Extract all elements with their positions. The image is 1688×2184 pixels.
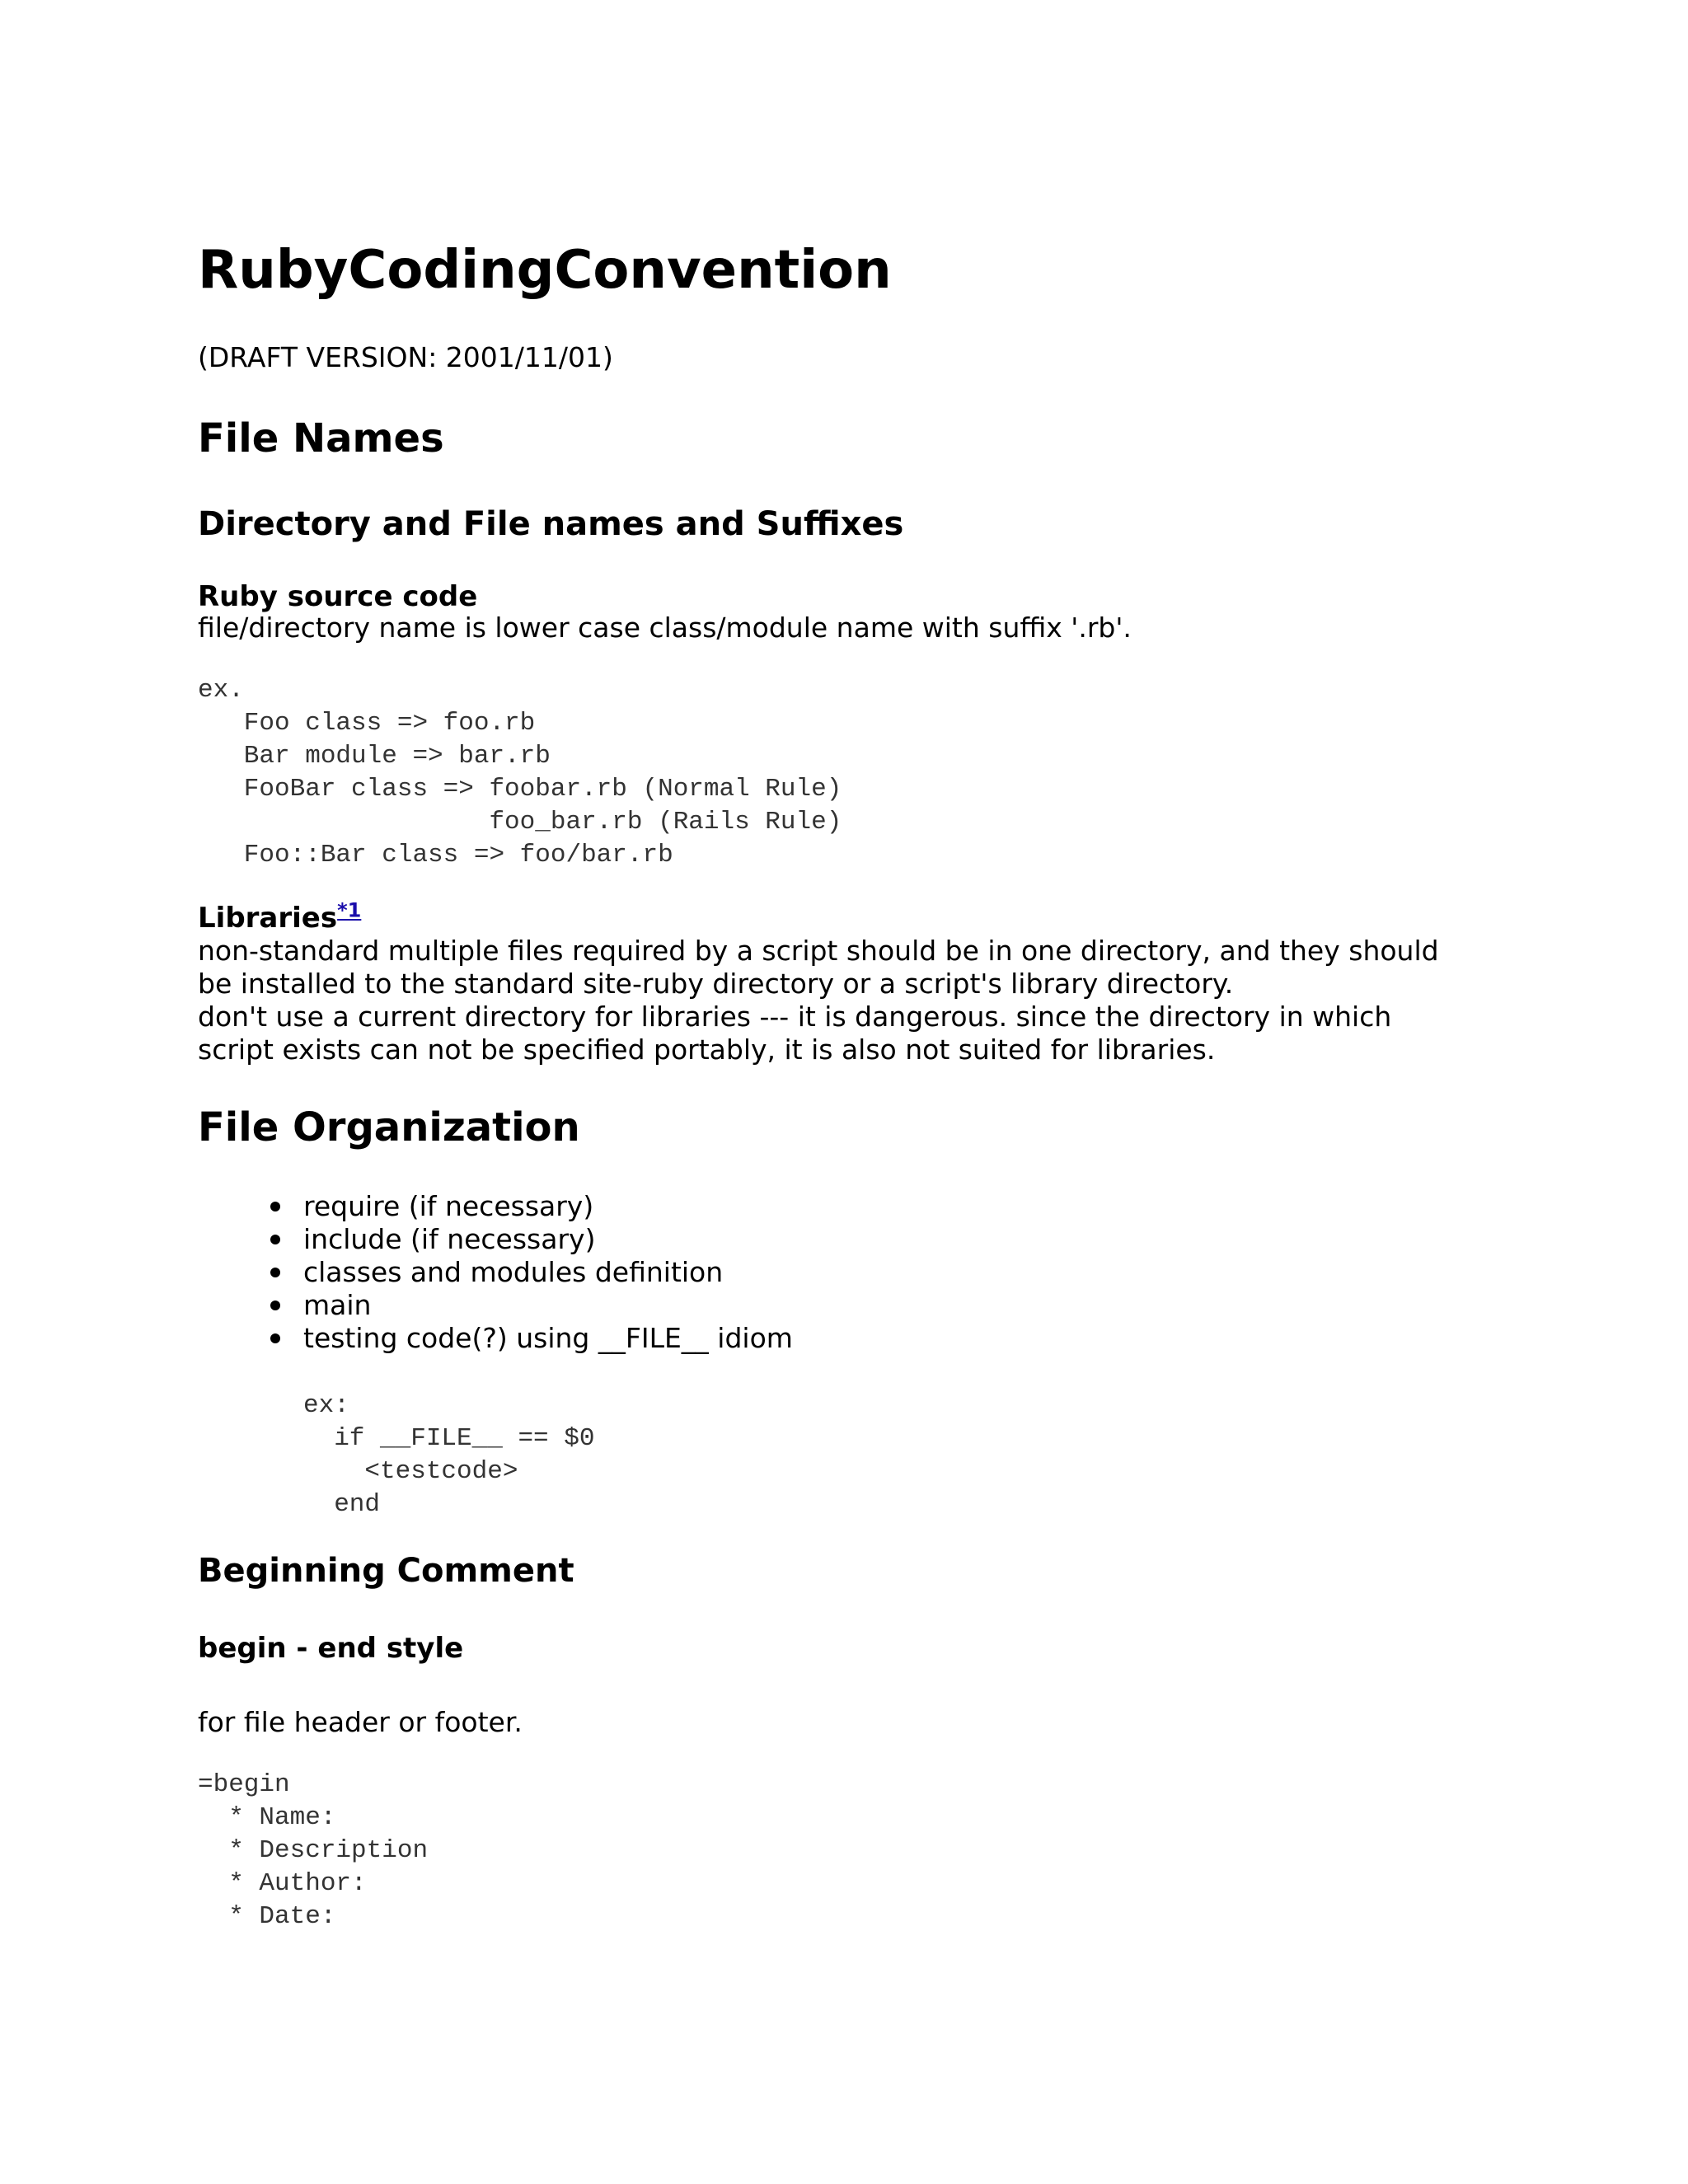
subheading-directory-file-names: Directory and File names and Suffixes (198, 505, 904, 543)
label-ruby-source-code: Ruby source code (198, 580, 478, 613)
list-item: main (270, 1289, 793, 1322)
libraries-text-1: non-standard multiple files required by a script should be in one directory, and they should be installed to the standard site-ruby directory or a script's library directory. (198, 935, 1439, 1000)
bullet-icon (270, 1333, 280, 1343)
page-title: RubyCodingConvention (198, 240, 892, 301)
label-libraries (198, 900, 361, 936)
list-item: classes and modules definition (270, 1256, 793, 1289)
begin-end-text: for file header or footer. (198, 1706, 523, 1738)
list-item: include (if necessary) (270, 1223, 793, 1256)
heading-file-names: File Names (198, 415, 444, 462)
begin-end-code-example: =begin * Name: * Description * Author: * Date: (198, 1770, 429, 1931)
bullet-icon (270, 1202, 280, 1212)
heading-file-organization: File Organization (198, 1104, 580, 1151)
draft-version: (DRAFT VERSION: 2001/11/01) (198, 341, 613, 373)
file-organization-list (270, 1190, 793, 1355)
bullet-icon (270, 1268, 280, 1277)
list-item: require (if necessary) (270, 1190, 793, 1223)
heading-beginning-comment: Beginning Comment (198, 1552, 574, 1590)
libraries-text-2: don't use a current directory for libraries --- it is dangerous. since the directory in which script exists can not be specified portably, it is also not suited for libraries. (198, 1001, 1392, 1066)
bullet-icon (270, 1301, 280, 1310)
libraries-label-text: Libraries (198, 902, 338, 935)
ruby-source-code-example: ex. Foo class => foo.rb Bar module => bar.rb FooBar class => foobar.rb (Normal Rule) foo_bar.rb (Rails Rule) Foo::Bar class => foo/bar.rb (198, 676, 842, 869)
footnote-link[interactable]: *1 (337, 898, 362, 922)
bullet-icon (270, 1235, 280, 1244)
list-item: testing code(?) using __FILE__ idiom (270, 1322, 793, 1355)
file-organization-code-example: ex: if __FILE__ == $0 <testcode> end (303, 1391, 595, 1519)
subheading-begin-end-style: begin - end style (198, 1632, 464, 1665)
ruby-source-text: file/directory name is lower case class/module name with suffix '.rb'. (198, 612, 1132, 644)
